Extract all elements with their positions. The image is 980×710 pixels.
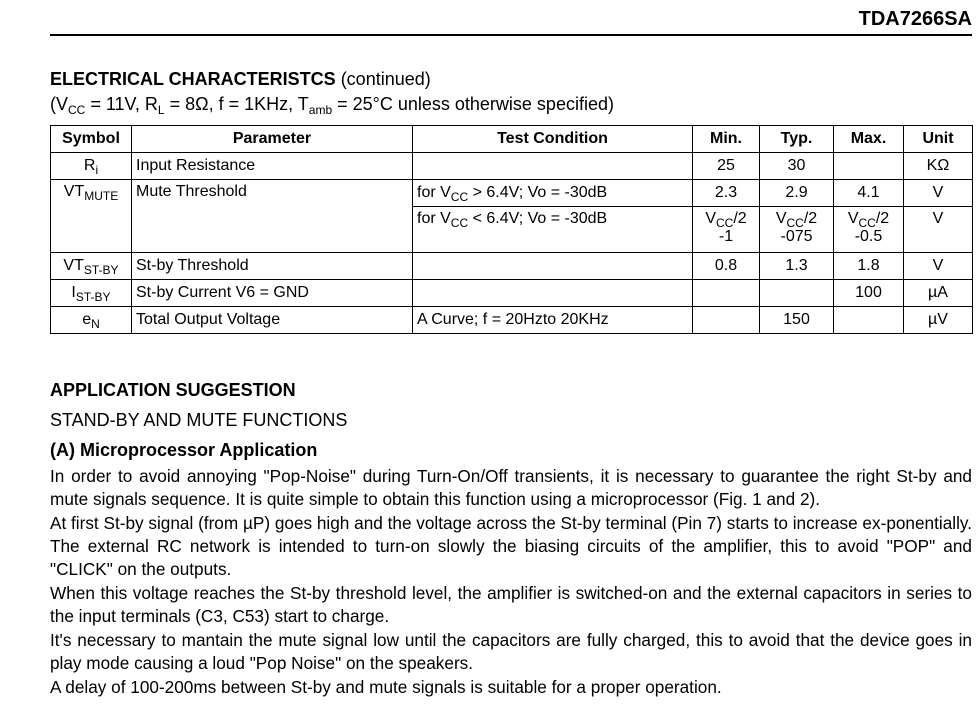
unit-cell: V: [904, 253, 973, 280]
microprocessor-heading: (A) Microprocessor Application: [50, 440, 318, 460]
val: V: [847, 210, 859, 227]
application-subtitle: STAND-BY AND MUTE FUNCTIONS: [50, 410, 348, 430]
condition-cell: [413, 180, 693, 207]
val: V: [705, 210, 716, 227]
min-cell: 2.3: [693, 180, 760, 207]
electrical-characteristics-table: [50, 125, 973, 334]
val-sub: CC: [786, 216, 804, 230]
min-cell: 0.8: [693, 253, 760, 280]
paragraph: In order to avoid annoying "Pop-Noise" during Turn-On/Off transients, it is necessary to guarantee the right St-by and mute signals sequence. It is quite simple to obtain this function using a microprocessor (Fig. 1 and 2).: [50, 466, 972, 509]
table-row: [51, 307, 973, 334]
header-cell: Test Condition: [413, 126, 693, 153]
section-title: [50, 69, 431, 90]
val-sub: CC: [858, 216, 876, 230]
val: V: [775, 210, 787, 227]
cond-part: = 11V, R: [85, 94, 158, 114]
symbol-sub: i: [95, 163, 99, 177]
parameter-cell: St-by Threshold: [132, 253, 413, 280]
cond-text: < 6.4V; Vo = -30dB: [468, 210, 608, 227]
val: -0.5: [854, 228, 883, 245]
min-cell: [693, 307, 760, 334]
paragraph: At first St-by signal (from µP) goes high and the voltage across the St-by terminal (Pin 7) starts to increase ex-ponentially. The external RC network is intended to turn-on slowly the biasing circuits of the amplifier, this to avoid "POP" and "CLICK" on the outputs.: [50, 513, 972, 579]
cond-part: (V: [50, 94, 68, 114]
max-cell: [834, 207, 904, 253]
unit-cell: V: [904, 180, 973, 207]
table-row: [51, 153, 973, 180]
section-title-text: ELECTRICAL CHARACTERISTCS: [50, 69, 336, 89]
val: /2: [875, 210, 890, 227]
symbol-cell: [51, 153, 132, 180]
parameter-cell: Input Resistance: [132, 153, 413, 180]
symbol-cell: [51, 253, 132, 280]
val: -1: [718, 228, 734, 245]
max-cell: 1.8: [834, 253, 904, 280]
header-cell: Parameter: [132, 126, 413, 153]
min-cell: [693, 207, 760, 253]
cond-part: = 8Ω, f = 1KHz, T: [164, 94, 309, 114]
symbol-cell: [51, 180, 132, 253]
table-header-row: [51, 126, 973, 153]
symbol: e: [82, 311, 92, 328]
symbol-cell: [51, 280, 132, 307]
table-row: [51, 180, 973, 207]
header-cell: Max.: [834, 126, 904, 153]
cond-sub: L: [157, 103, 165, 117]
document-title: TDA7266SA: [858, 8, 972, 30]
section-title-suffix: (continued): [340, 69, 431, 89]
typ-cell: 1.3: [760, 253, 834, 280]
symbol-sub: MUTE: [84, 189, 119, 203]
unit-cell: µA: [904, 280, 973, 307]
max-cell: 100: [834, 280, 904, 307]
header-cell: Min.: [693, 126, 760, 153]
symbol-sub: N: [91, 317, 100, 331]
unit-cell: KΩ: [904, 153, 973, 180]
val: /2: [733, 210, 747, 227]
symbol: VT: [63, 257, 84, 274]
symbol-sub: ST-BY: [83, 263, 119, 277]
condition-cell: [413, 253, 693, 280]
min-cell: 25: [693, 153, 760, 180]
paragraph: It's necessary to mantain the mute signal low until the capacitors are fully charged, this to avoid that the device goes in play mode causing a loud "Pop Noise" on the speakers.: [50, 630, 972, 673]
cond-sub: CC: [68, 103, 86, 117]
typ-cell: 2.9: [760, 180, 834, 207]
val: /2: [803, 210, 818, 227]
cond-sub: amb: [308, 103, 333, 117]
symbol: I: [71, 284, 76, 301]
typ-cell: 30: [760, 153, 834, 180]
cond-part: = 25°C unless otherwise specified): [332, 94, 614, 114]
cond-sub: CC: [450, 190, 469, 204]
parameter-cell: Mute Threshold: [132, 180, 413, 253]
typ-cell: [760, 280, 834, 307]
typ-cell: [760, 207, 834, 253]
header-cell: Typ.: [760, 126, 834, 153]
table-row: [51, 280, 973, 307]
application-title: APPLICATION SUGGESTION: [50, 380, 296, 400]
typ-cell: 150: [760, 307, 834, 334]
table-row: [51, 253, 973, 280]
max-cell: [834, 153, 904, 180]
min-cell: [693, 280, 760, 307]
paragraph: When this voltage reaches the St-by threshold level, the amplifier is switched-on and the external capacitors in series to the input terminals (C3, C53) start to charge.: [50, 583, 972, 626]
val-sub: CC: [715, 216, 734, 230]
symbol: R: [83, 157, 96, 174]
condition-cell: [413, 153, 693, 180]
cond-sub: CC: [450, 216, 469, 230]
max-cell: 4.1: [834, 180, 904, 207]
symbol-sub: ST-BY: [75, 290, 111, 304]
page-header: [50, 4, 972, 36]
max-cell: [834, 307, 904, 334]
cond-text: for V: [417, 210, 451, 227]
parameter-cell: St-by Current V6 = GND: [132, 280, 413, 307]
val: -075: [780, 228, 813, 245]
unit-cell: µV: [904, 307, 973, 334]
test-conditions: [50, 94, 614, 115]
cond-text: > 6.4V; Vo = -30dB: [468, 184, 608, 201]
symbol: VT: [63, 183, 85, 200]
header-cell: Symbol: [51, 126, 132, 153]
condition-cell: A Curve; f = 20Hzto 20KHz: [413, 307, 693, 334]
unit-cell: V: [904, 207, 973, 253]
header-cell: Unit: [904, 126, 973, 153]
paragraph: A delay of 100-200ms between St-by and mute signals is suitable for a proper operation.: [50, 677, 722, 697]
cond-text: for V: [417, 184, 451, 201]
symbol-cell: [51, 307, 132, 334]
condition-cell: [413, 280, 693, 307]
parameter-cell: Total Output Voltage: [132, 307, 413, 334]
condition-cell: [413, 207, 693, 253]
